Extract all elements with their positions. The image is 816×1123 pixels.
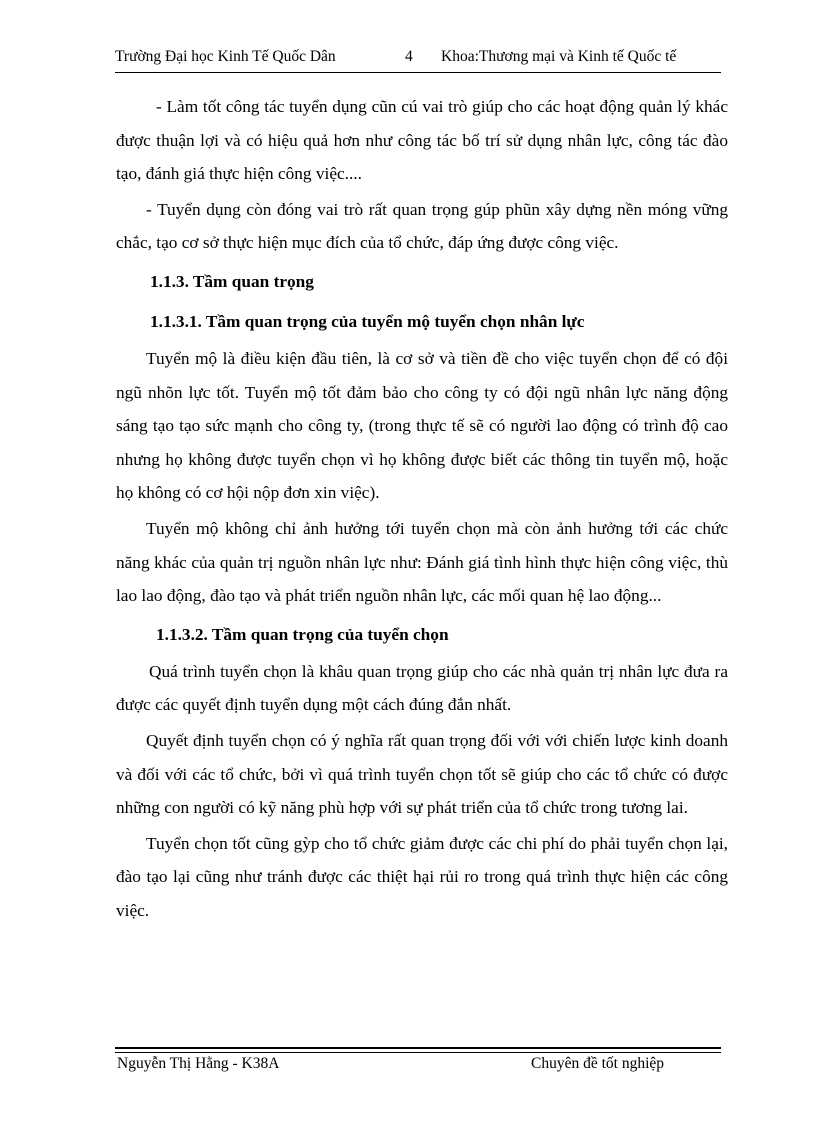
paragraph-1: - Làm tốt công tác tuyển dụng cũn cú vai trò giúp cho các hoạt động quản lý khác được thuận lợi và có hiệu quả hơn như công tác bố trí sử dụng nhân lực, công tác đào tạo, đánh giá thực hiện công việc.... xyxy=(116,97,728,184)
header-faculty: Khoa:Thương mại và Kinh tế Quốc tế xyxy=(441,48,677,65)
heading-1-1-3-1: 1.1.3.1. Tầm quan trọng của tuyển mộ tuyển chọn nhân lực xyxy=(150,311,585,331)
paragraph-6: Quyết định tuyển chọn có ý nghĩa rất quan trọng đối với với chiến lược kinh doanh và đối với các tổ chức, bởi vì quá trình tuyển chọn tốt sẽ giúp cho các tổ chức có được những con người có kỹ năng phù hợp với sự phát triển của tổ chức trong tương lai. xyxy=(116,730,728,818)
header-rule xyxy=(115,72,721,73)
paragraph-3: Tuyển mộ là điều kiện đầu tiên, là cơ sở và tiền đề cho việc tuyển chọn để có đội ngũ nhõn lực tốt. Tuyển mộ tốt đảm bảo cho công ty có đội ngũ nhân lực năng động sáng tạo tạo sức mạnh cho công ty, (trong thực tế sẽ có người lao động có trình độ cao nhưng họ không được tuyển chọn vì họ không được biết các thông tin tuyển mộ, hoặc họ không có cơ hội nộp đơn xin việc). xyxy=(116,348,728,503)
paragraph-2: - Tuyển dụng còn đóng vai trò rất quan trọng gúp phũn xây dựng nền móng vững chắc, tạo cơ sở thực hiện mục đích của tổ chức, đáp ứng được công việc. xyxy=(116,199,728,253)
footer-doc-type: Chuyên đề tốt nghiệp xyxy=(531,1055,665,1072)
footer-rule-thin xyxy=(115,1052,721,1053)
page-header xyxy=(115,48,721,72)
page-body xyxy=(116,90,728,929)
paragraph-4: Tuyển mộ không chỉ ảnh hưởng tới tuyển chọn mà còn ảnh hưởng tới các chức năng khác của quản trị nguồn nhân lực như: Đánh giá tình hình thực hiện công việc, thù lao lao động, đào tạo và phát triển nguồn nhân lực, các mối quan hệ lao động... xyxy=(116,518,728,606)
footer-author: Nguyễn Thị Hằng - K38A xyxy=(117,1055,280,1072)
heading-1-1-3-2: 1.1.3.2. Tầm quan trọng của tuyển chọn xyxy=(156,624,449,644)
heading-1-1-3: 1.1.3. Tầm quan trọng xyxy=(150,271,314,291)
paragraph-7: Tuyển chọn tốt cũng gỳp cho tổ chức giảm được các chi phí do phải tuyển chọn lại, đào tạo lại cũng như tránh được các thiệt hại rủi ro trong quá trình thực hiện các công việc. xyxy=(116,833,728,920)
header-school: Trường Đại học Kinh Tế Quốc Dân xyxy=(115,48,336,65)
paragraph-5: Quá trình tuyển chọn là khâu quan trọng giúp cho các nhà quản trị nhân lực đưa ra được các quyết định tuyển dụng một cách đúng đắn nhất. xyxy=(116,661,728,715)
footer-rule-thick xyxy=(115,1047,721,1049)
header-page-number: 4 xyxy=(405,48,413,65)
